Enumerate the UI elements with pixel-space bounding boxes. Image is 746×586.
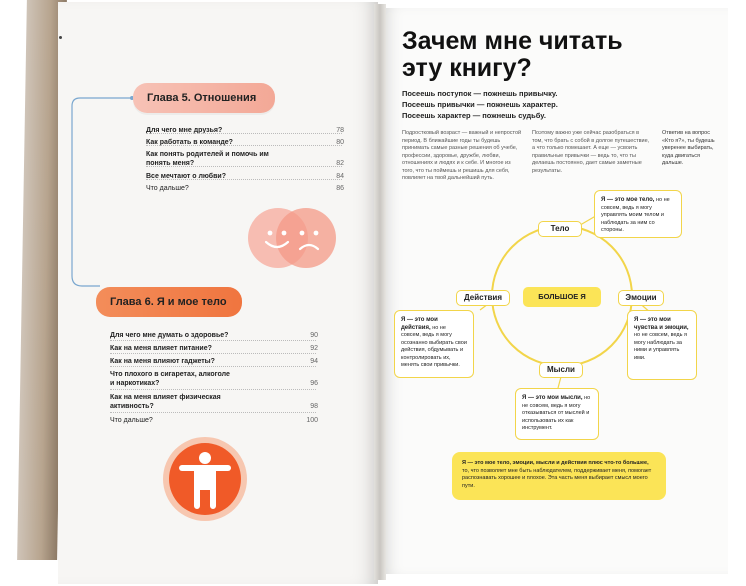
faces-illustration <box>244 204 342 274</box>
toc-item[interactable]: Как работать в команде? 80 <box>146 139 344 146</box>
card-body: Я — это мое тело, но не совсем, ведь я могу управлять моим телом и наблюдать за ним со стороны. <box>594 190 682 238</box>
node-body: Тело <box>538 221 582 237</box>
card-emotions: Я — это мои чувства и эмоции, но не совсем, ведь я могу наблюдать за ними и управлять ими. <box>627 310 697 380</box>
epigraph: Посеешь поступок — пожнешь привычку. Посеешь привычки — пожнешь характер. Посеешь характер — пожнешь судьбу. <box>402 89 558 120</box>
toc-item[interactable]: Все мечтают о любви? 84 <box>146 173 344 180</box>
toc-item[interactable]: Что плохого в сигаретах, алкоголе и наркотиках? 96 <box>110 371 318 387</box>
person-icon <box>162 436 248 522</box>
divider <box>110 340 316 341</box>
page-title: Зачем мне читать эту книгу? <box>402 27 623 82</box>
node-actions: Действия <box>456 290 510 306</box>
toc-item[interactable]: Для чего мне друзья? 78 <box>146 127 344 134</box>
divider <box>146 145 342 146</box>
divider <box>146 166 342 167</box>
toc-connector <box>60 80 150 310</box>
body-column-1: Подростковый возраст — важный и непростой период. В ближайшие годы ты будешь принимать самые разные решения об учебе, профессии, здоровье, дружбе, любви, отношениях и людях и к себе. И многое из того, что ты поймешь и решишь для себя, повлияет на твой дальнейший путь. <box>402 130 522 181</box>
toc-item[interactable]: Для чего мне думать о здоровье? 90 <box>110 332 318 339</box>
divider <box>110 366 316 367</box>
node-emotions: Эмоции <box>618 290 664 306</box>
divider <box>146 179 342 180</box>
toc-item[interactable]: Что дальше? 100 <box>110 417 318 424</box>
summary-box: Я — это мое тело, эмоции, мысли и действия плюс что-то большее, то, что позволяет мне быть наблюдателем, поддерживает меня, помогает распознавать хорошее и плохое. Эта часть меня выбирает смысл моего пути. <box>452 452 666 500</box>
toc-item[interactable]: Как на меня влияет питание? 92 <box>110 345 318 352</box>
toc-item[interactable]: Что дальше? 86 <box>146 185 344 192</box>
body-column-2: Поэтому важно уже сейчас разобраться в том, что брать с собой в долгое путешествие, а что только помешает. А еще — усвоить правильные привычки — ведь то, что ты делаешь постоянно, дает самые заметные результаты. <box>532 130 650 174</box>
toc-item[interactable]: Как на меня влияет физическая активность? 98 <box>110 394 318 410</box>
body-column-3: Ответив на вопрос «Кто я?», ты будешь уверенее выбирать, куда двигаться дальше. <box>662 130 715 166</box>
page-dot <box>59 36 62 39</box>
chapter6-title: Глава 6. Я и мое тело <box>96 287 242 317</box>
toc-item[interactable]: Как на меня влияют гаджеты? 94 <box>110 358 318 365</box>
divider <box>146 133 342 134</box>
chapter5-title: Глава 5. Отношения <box>133 83 275 113</box>
divider <box>110 389 316 390</box>
node-thoughts: Мысли <box>539 362 583 378</box>
node-center: БОЛЬШОЕ Я <box>523 287 601 307</box>
divider <box>110 412 316 413</box>
toc-item[interactable]: Как понять родителей и помочь им понять меня? 82 <box>146 151 344 167</box>
book-gutter <box>374 4 386 580</box>
divider <box>110 353 316 354</box>
card-thoughts: Я — это мои мысли, но не совсем, ведь я могу отказываться от мыслей и использовать их как инструмент. <box>515 388 599 440</box>
card-actions: Я — это мои действия, но не совсем, ведь я могу осознанно выбирать свои действия, обдумывать и контролировать их, менять свои привычки. <box>394 310 474 378</box>
